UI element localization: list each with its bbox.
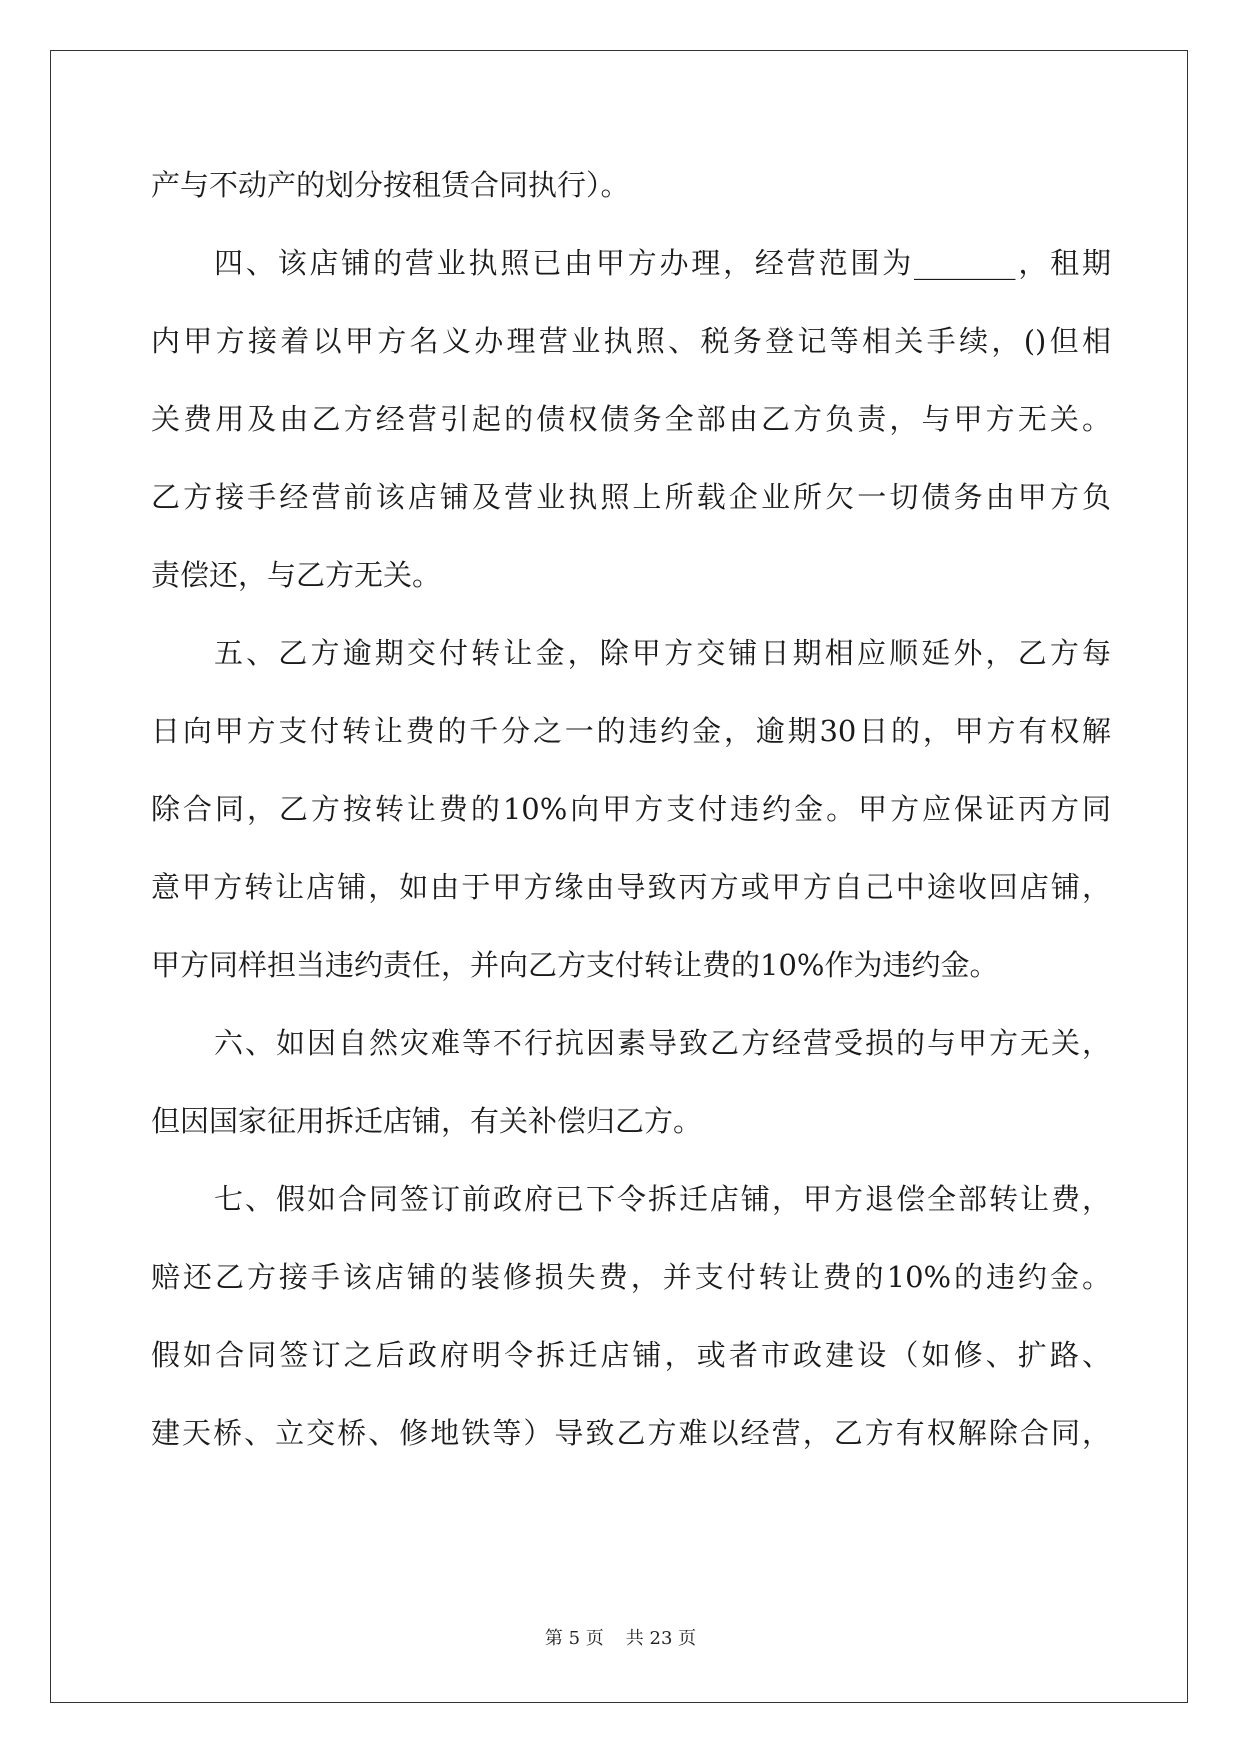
text-line: 赔还乙方接手该店铺的装修损失费，并支付转让费的10%的违约金。 (151, 1260, 1111, 1294)
text-line: 假如合同签订之后政府明令拆迁店铺，或者市政建设（如修、扩路、 (151, 1338, 1111, 1372)
text-line: 七、假如合同签订前政府已下令拆迁店铺，甲方退偿全部转让费， (214, 1182, 1111, 1216)
page-footer (0, 1627, 1241, 1651)
text-line: 乙方接手经营前该店铺及营业执照上所载企业所欠一切债务由甲方负 (151, 480, 1111, 514)
text-line: 责偿还，与乙方无关。 (151, 558, 442, 592)
text-line: 内甲方接着以甲方名义办理营业执照、税务登记等相关手续，()但相 (151, 324, 1111, 358)
text-line: 六、如因自然灾难等不行抗因素导致乙方经营受损的与甲方无关， (214, 1026, 1111, 1060)
text-line: 日向甲方支付转让费的千分之一的违约金，逾期30日的，甲方有权解 (151, 714, 1111, 748)
text-line: 四、该店铺的营业执照已由甲方办理，经营范围为_______，租期 (214, 246, 1111, 280)
text-line: 但因国家征用拆迁店铺，有关补偿归乙方。 (151, 1104, 703, 1138)
text-line: 除合同，乙方按转让费的10%向甲方支付违约金。甲方应保证丙方同 (151, 792, 1111, 826)
text-line: 建天桥、立交桥、修地铁等）导致乙方难以经营，乙方有权解除合同， (151, 1416, 1111, 1450)
page-number: 第 5 页 (544, 1628, 604, 1649)
document-body (151, 167, 1111, 1493)
text-line: 五、乙方逾期交付转让金，除甲方交铺日期相应顺延外，乙方每 (214, 636, 1111, 670)
text-line: 意甲方转让店铺，如由于甲方缘由导致丙方或甲方自己中途收回店铺， (151, 870, 1111, 904)
text-line: 甲方同样担当违约责任，并向乙方支付转让费的10%作为违约金。 (151, 948, 999, 982)
text-line: 产与不动产的划分按租赁合同执行）。 (151, 168, 630, 202)
text-line: 关费用及由乙方经营引起的债权债务全部由乙方负责，与甲方无关。 (151, 402, 1111, 436)
page-total: 共 23 页 (625, 1628, 697, 1649)
